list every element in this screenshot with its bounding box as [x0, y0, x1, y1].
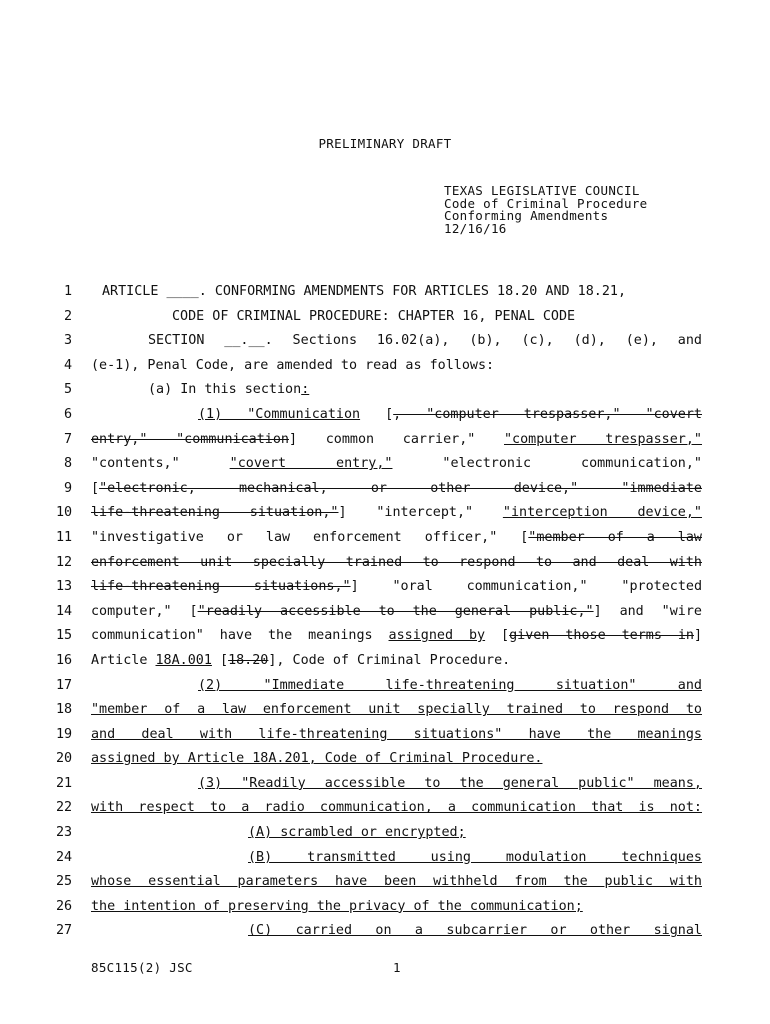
line-text — [91, 428, 702, 453]
text-segment: "investigative or law enforcement officer," [ — [91, 529, 529, 545]
inserted-text: "computer trespasser," — [504, 431, 702, 447]
line-text — [91, 723, 702, 748]
line-number: 19 — [56, 726, 73, 742]
bill-line — [0, 575, 770, 600]
struck-text: life-threatening situations," — [91, 579, 351, 595]
line-number: 12 — [56, 554, 73, 570]
bill-line — [0, 600, 770, 625]
bill-line — [0, 674, 770, 699]
line-text — [198, 772, 702, 797]
bill-line — [0, 329, 770, 354]
inserted-text: (C) carried on a subcarrier or other signal — [248, 923, 702, 939]
text-segment: ] common carrier," — [288, 431, 504, 447]
text-segment: ARTICLE ____. CONFORMING AMENDMENTS FOR ARTICLES 18.20 AND 18.21, — [102, 284, 627, 299]
line-text — [248, 919, 702, 944]
line-number: 2 — [63, 308, 72, 324]
line-text — [91, 551, 702, 576]
line-text — [148, 378, 702, 403]
struck-text: life-threatening situation," — [91, 505, 339, 521]
line-text — [248, 846, 702, 871]
text-segment: ] "oral communication," "protected — [350, 579, 703, 595]
inserted-text: assigned by — [388, 628, 486, 644]
text-segment: CODE OF CRIMINAL PROCEDURE: CHAPTER 16, PENAL CODE — [172, 308, 576, 324]
inserted-text: (1) "Communication — [198, 406, 361, 422]
line-number: 8 — [63, 456, 72, 472]
line-number: 18 — [56, 702, 73, 718]
inserted-text: (2) "Immediate life-threatening situation" and — [198, 677, 702, 693]
text-segment: ] "intercept," — [338, 505, 503, 521]
line-text — [91, 624, 702, 649]
text-segment: (a) In this section — [148, 382, 302, 398]
line-text — [198, 674, 702, 699]
line-number: 6 — [63, 406, 72, 422]
bill-line — [0, 772, 770, 797]
struck-text: "electronic, mechanical, or other device," "immediate — [99, 480, 702, 496]
header-line-council: TEXAS LEGISLATIVE COUNCIL — [444, 183, 640, 198]
line-number: 1 — [63, 284, 72, 299]
inserted-text: the intention of preserving the privacy of the communication; — [91, 898, 583, 914]
text-segment: computer," [ — [91, 603, 198, 619]
bill-line — [0, 796, 770, 821]
text-segment: Article — [91, 652, 156, 668]
line-text — [91, 649, 702, 674]
bill-line — [0, 821, 770, 846]
inserted-text: with respect to a radio communication, a communication that is not: — [91, 800, 702, 816]
page-number: 1 — [393, 960, 401, 975]
line-text — [148, 329, 702, 354]
line-text — [91, 895, 702, 920]
line-text — [248, 821, 702, 846]
line-text — [91, 698, 702, 723]
bill-line — [0, 378, 770, 403]
text-segment: [ — [91, 480, 100, 496]
line-number: 22 — [56, 800, 73, 816]
inserted-text: and deal with life-threatening situations" have the meanings — [91, 726, 702, 742]
struck-text: "member of a law — [528, 529, 702, 545]
line-number: 24 — [56, 849, 73, 865]
line-number: 16 — [56, 652, 73, 668]
line-text — [91, 526, 702, 551]
bill-line — [0, 501, 770, 526]
line-number: 11 — [56, 529, 73, 545]
inserted-text: assigned by Article 18A.201, Code of Criminal Procedure. — [91, 751, 543, 767]
struck-text: given those terms in — [509, 628, 694, 644]
line-text — [91, 575, 702, 600]
bill-line — [0, 624, 770, 649]
struck-text: "readily accessible to the general public," — [197, 603, 594, 619]
bill-line — [0, 428, 770, 453]
header-line-subject: Conforming Amendments — [444, 208, 609, 223]
line-number: 25 — [56, 874, 73, 890]
header-line-code: Code of Criminal Procedure — [444, 195, 648, 211]
bill-line — [0, 354, 770, 379]
line-number: 5 — [63, 382, 72, 398]
bill-line — [0, 452, 770, 477]
line-number: 4 — [63, 357, 72, 373]
line-text — [91, 452, 702, 477]
draft-title: PRELIMINARY DRAFT — [318, 136, 452, 151]
line-number: 13 — [56, 579, 73, 595]
inserted-text: whose essential parameters have been withheld from the public with — [91, 874, 702, 890]
struck-text: 18.20 — [228, 652, 269, 668]
text-segment: [ — [360, 406, 394, 422]
text-segment: (e-1), Penal Code, are amended to read as follows: — [91, 357, 495, 373]
text-segment: SECTION __.__. Sections 16.02(a), (b), (c), (d), (e), and — [148, 333, 702, 349]
line-number: 15 — [56, 628, 73, 644]
line-number: 7 — [63, 431, 72, 447]
line-text — [91, 477, 702, 502]
line-number: 10 — [56, 505, 73, 521]
bill-line — [0, 870, 770, 895]
text-segment: [ — [211, 652, 229, 668]
line-number: 26 — [56, 898, 73, 914]
inserted-text: 18A.001 — [155, 652, 212, 668]
bill-line — [0, 526, 770, 551]
line-number: 17 — [56, 677, 73, 693]
bill-line — [0, 403, 770, 428]
line-number: 3 — [63, 333, 72, 349]
line-text — [91, 796, 702, 821]
bill-line — [0, 280, 770, 305]
struck-text: entry," "communication — [91, 431, 289, 447]
bill-line — [0, 895, 770, 920]
bill-line — [0, 698, 770, 723]
line-text — [102, 280, 702, 305]
inserted-text: (A) scrambled or encrypted; — [248, 825, 466, 841]
bill-line — [0, 723, 770, 748]
line-number: 21 — [56, 775, 73, 791]
line-number: 9 — [63, 480, 72, 496]
text-segment: [ — [485, 628, 510, 644]
header-line-date: 12/16/16 — [444, 220, 507, 236]
text-segment: communication" have the meanings — [91, 628, 389, 644]
inserted-text: (3) "Readily accessible to the general public" means, — [198, 775, 702, 791]
line-text — [91, 747, 702, 772]
line-text — [91, 501, 702, 526]
bill-line — [0, 305, 770, 330]
struck-text: enforcement unit specially trained to respond to and deal with — [91, 554, 702, 570]
text-segment: "contents," — [91, 456, 230, 472]
line-text — [91, 600, 702, 625]
line-number: 14 — [56, 603, 73, 619]
line-text — [91, 870, 702, 895]
line-number: 20 — [56, 751, 73, 767]
bill-line — [0, 846, 770, 871]
line-number: 27 — [56, 923, 73, 939]
text-segment: ] — [693, 628, 703, 644]
line-text — [91, 354, 702, 379]
bill-line — [0, 551, 770, 576]
inserted-text: (B) transmitted using modulation techniques — [248, 849, 702, 865]
bill-text — [0, 280, 770, 944]
line-number: 23 — [56, 825, 73, 841]
text-segment: "electronic communication," — [392, 456, 702, 472]
bill-line — [0, 477, 770, 502]
bill-line — [0, 649, 770, 674]
line-text — [198, 403, 702, 428]
inserted-text: "member of a law enforcement unit specially trained to respond to — [91, 702, 702, 718]
inserted-text: : — [301, 382, 310, 398]
bill-line — [0, 747, 770, 772]
footer-code: 85C115(2) JSC — [91, 960, 193, 975]
line-text — [172, 305, 702, 330]
text-segment: ], Code of Criminal Procedure. — [268, 652, 511, 668]
council-header — [444, 185, 647, 235]
text-segment: ] and "wire — [593, 603, 702, 619]
inserted-text: "interception device," — [502, 505, 702, 521]
inserted-text: "covert entry," — [229, 456, 393, 472]
struck-text: , "computer trespasser," "covert — [393, 406, 702, 422]
bill-line — [0, 919, 770, 944]
